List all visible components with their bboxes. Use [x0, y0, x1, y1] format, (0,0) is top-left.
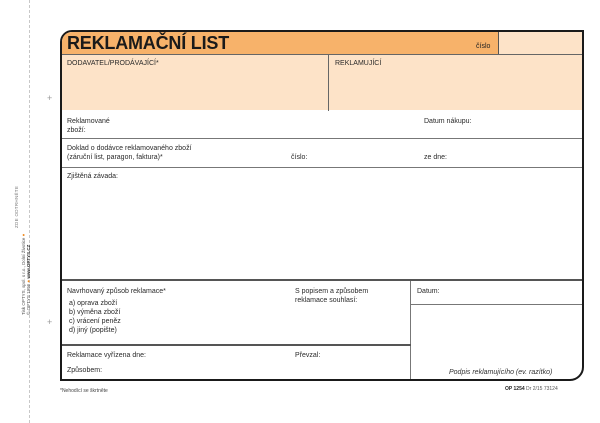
method-option-d[interactable]: d) jiný (popište): [69, 327, 117, 334]
manner-label: Způsobem:: [67, 367, 103, 374]
supplier-label: DODAVATEL/PRODÁVAJÍCÍ*: [67, 60, 159, 67]
method-label: Navrhovaný způsob reklamace*: [67, 288, 166, 295]
bullet-icon: ●: [26, 279, 31, 283]
proof-label-line1: Doklad o dodávce reklamovaného zboží: [67, 145, 192, 152]
product-code: [505, 386, 558, 392]
form-number-field[interactable]: [498, 32, 582, 54]
purchase-date-label: Datum nákupu:: [424, 118, 472, 125]
divider: [62, 167, 582, 168]
agree-label-line2: reklamace souhlasí:: [295, 297, 358, 304]
goods-label-line1: Reklamované: [67, 118, 110, 125]
print-info: Dr 2/15 73124: [526, 386, 558, 392]
bullet-icon: ●: [21, 233, 26, 237]
section-divider: [62, 344, 411, 346]
divider: [410, 304, 582, 305]
method-option-a[interactable]: a) oprava zboží: [69, 300, 118, 307]
received-label: Převzal:: [295, 352, 321, 359]
signature-label: Podpis reklamujícího (ev. razítko): [449, 369, 553, 376]
form-title: REKLAMAČNÍ LIST: [67, 33, 229, 53]
claimant-label: REKLAMUJÍCÍ: [335, 60, 382, 67]
copyright-text: © OPTYS 1996: [26, 283, 31, 315]
complaint-form: [60, 30, 584, 381]
registration-mark: +: [47, 317, 53, 327]
agree-label-line1: S popisem a způsobem: [295, 288, 369, 295]
website-text: www.OPTYS.CZ: [26, 244, 31, 279]
tear-here-label: [14, 186, 19, 228]
proof-label-line2: (záruční list, paragon, faktura)*: [67, 154, 163, 161]
parties-section: [62, 54, 582, 110]
resolved-label: Reklamace vyřízena dne:: [67, 352, 146, 359]
method-option-b[interactable]: b) výměna zboží: [69, 309, 121, 316]
printer-imprint: [21, 234, 31, 315]
proof-date-label: ze dne:: [424, 154, 447, 161]
product-code-number: OP 1254: [505, 386, 525, 392]
number-label: číslo: [476, 43, 491, 50]
divider: [328, 55, 329, 111]
form-header: [62, 32, 582, 54]
printer-name: Tisk OPTYS, spol. s r.o., Dolní Životice: [21, 237, 26, 315]
tear-here-text: ZDE ODTRHNĚTE: [14, 185, 19, 228]
date-label: Datum:: [417, 288, 440, 295]
method-option-c[interactable]: c) vrácení peněz: [69, 318, 121, 325]
printer-line-2: [26, 234, 31, 315]
registration-mark: +: [47, 93, 53, 103]
divider: [410, 281, 411, 381]
proof-number-label: číslo:: [291, 154, 308, 161]
defect-label: Zjištěná závada:: [67, 173, 118, 180]
goods-label-line2: zboží:: [67, 127, 86, 134]
section-divider: [62, 279, 582, 281]
perforation-line: [29, 0, 30, 423]
footnote: *Nehodící se škrtněte: [60, 388, 108, 394]
divider: [62, 138, 582, 139]
